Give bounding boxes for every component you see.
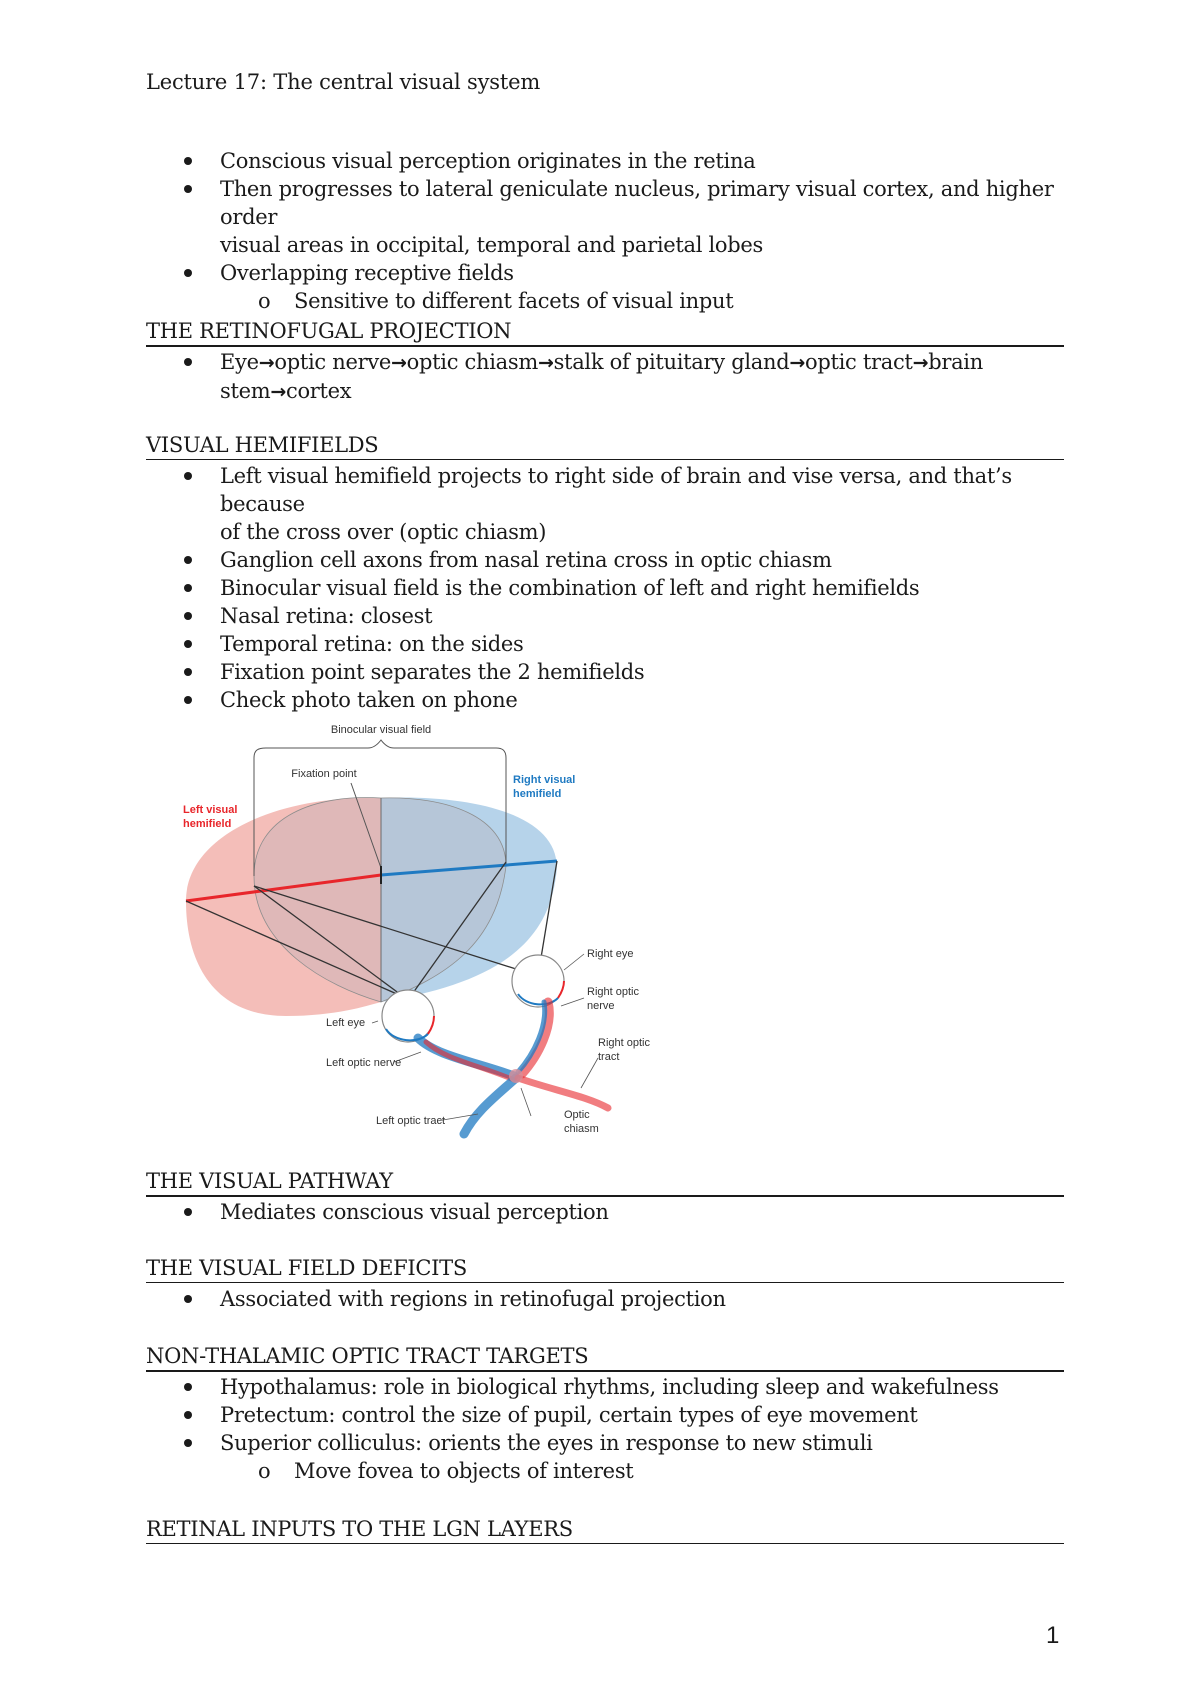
section-heading-field-deficits: THE VISUAL FIELD DEFICITS	[146, 1255, 1064, 1283]
list-item: Check photo taken on phone	[146, 686, 1064, 714]
list-item: Associated with regions in retinofugal projection	[146, 1285, 1064, 1313]
list-item: Temporal retina: on the sides	[146, 630, 1064, 658]
sub-list-item: o Sensitive to different facets of visual input	[146, 287, 1064, 315]
list-item-text: Then progresses to lateral geniculate nucleus, primary visual cortex, and higher order	[220, 177, 1054, 229]
left-optic-tract	[464, 1078, 516, 1134]
list-item: Overlapping receptive fields	[146, 259, 1064, 287]
fixation-label: Fixation point	[291, 768, 357, 780]
step: optic chiasm	[406, 350, 538, 374]
arrow-icon: →	[258, 352, 275, 374]
binocular-label: Binocular visual field	[330, 724, 432, 736]
right-eye-label: Right eye	[587, 948, 634, 960]
step: brain	[928, 350, 983, 374]
arrow-icon: →	[789, 352, 805, 374]
left-optic-nerve	[418, 1038, 514, 1076]
retinofugal-list	[146, 348, 1064, 406]
optic-chiasm-label-2: chiasm	[564, 1123, 599, 1135]
field-deficits-list	[146, 1285, 1064, 1313]
left-eye-label: Left eye	[326, 1017, 366, 1029]
right-hemifield-label-1: Right visual	[513, 774, 576, 786]
list-item: Binocular visual field is the combination of left and right hemifields	[146, 574, 1064, 602]
list-item: Hypothalamus: role in biological rhythms, including sleep and wakefulness	[146, 1373, 1064, 1401]
list-item	[146, 462, 1064, 546]
list-item-text: Left visual hemifield projects to right side of brain and vise versa, and that’s because	[220, 464, 1012, 516]
page-title: Lecture 17: The central visual system	[146, 70, 541, 94]
list-item: Fixation point separates the 2 hemifields	[146, 658, 1064, 686]
left-hemifield-label-1: Left visual	[183, 804, 238, 816]
step: optic tract	[804, 350, 913, 374]
right-optic-nerve-label-1: Right optic	[587, 986, 639, 998]
list-item-text: of the cross over (optic chiasm)	[220, 520, 547, 544]
right-optic-tract-label-2: tract	[598, 1051, 620, 1063]
list-item: Pretectum: control the size of pupil, certain types of eye movement	[146, 1401, 1064, 1429]
arrow-icon: →	[391, 352, 407, 374]
section-heading-non-thalamic: NON-THALAMIC OPTIC TRACT TARGETS	[146, 1343, 1064, 1372]
section-heading-hemifields: VISUAL HEMIFIELDS	[146, 432, 1064, 460]
step: stalk of pituitary gland	[553, 350, 790, 374]
right-optic-nerve-label-2: nerve	[587, 1000, 615, 1012]
list-item	[146, 175, 1064, 259]
left-optic-tract-label: Left optic tract	[376, 1115, 446, 1127]
step: optic nerve	[274, 350, 392, 374]
list-item: Superior colliculus: orients the eyes in response to new stimuli	[146, 1429, 1064, 1457]
sub-list-item: o Move fovea to objects of interest	[146, 1457, 1064, 1485]
step: cortex	[285, 379, 352, 403]
page-number: 1	[1046, 1622, 1060, 1649]
left-hemifield-label-2: hemifield	[183, 818, 232, 830]
intro-list	[146, 147, 1064, 315]
visual-pathway-list	[146, 1198, 1064, 1226]
step: Eye	[220, 350, 259, 374]
optic-chiasm	[509, 1069, 523, 1083]
optic-chiasm-label-1: Optic	[564, 1109, 590, 1121]
list-item: Mediates conscious visual perception	[146, 1198, 1064, 1226]
diagram-svg	[146, 716, 706, 1141]
arrow-icon: →	[912, 352, 929, 374]
arrow-icon: →	[537, 352, 554, 374]
section-heading-lgn: RETINAL INPUTS TO THE LGN LAYERS	[146, 1516, 1064, 1544]
visual-field-diagram	[146, 716, 706, 1141]
non-thalamic-list	[146, 1373, 1064, 1485]
list-item	[146, 348, 1064, 406]
right-hemifield-label-2: hemifield	[513, 788, 562, 800]
list-item: Conscious visual perception originates in the retina	[146, 147, 1064, 175]
hemifields-list	[146, 462, 1064, 714]
right-optic-tract	[518, 1078, 608, 1108]
left-optic-nerve-label: Left optic nerve	[326, 1057, 402, 1069]
section-heading-visual-pathway: THE VISUAL PATHWAY	[146, 1168, 1064, 1197]
arrow-icon: →	[270, 381, 286, 403]
section-heading-retinofugal: THE RETINOFUGAL PROJECTION	[146, 318, 1064, 347]
list-item: Ganglion cell axons from nasal retina cross in optic chiasm	[146, 546, 1064, 574]
step: stem	[220, 379, 271, 403]
list-item: Nasal retina: closest	[146, 602, 1064, 630]
list-item-text: visual areas in occipital, temporal and parietal lobes	[220, 233, 764, 257]
right-optic-tract-label-1: Right optic	[598, 1037, 650, 1049]
